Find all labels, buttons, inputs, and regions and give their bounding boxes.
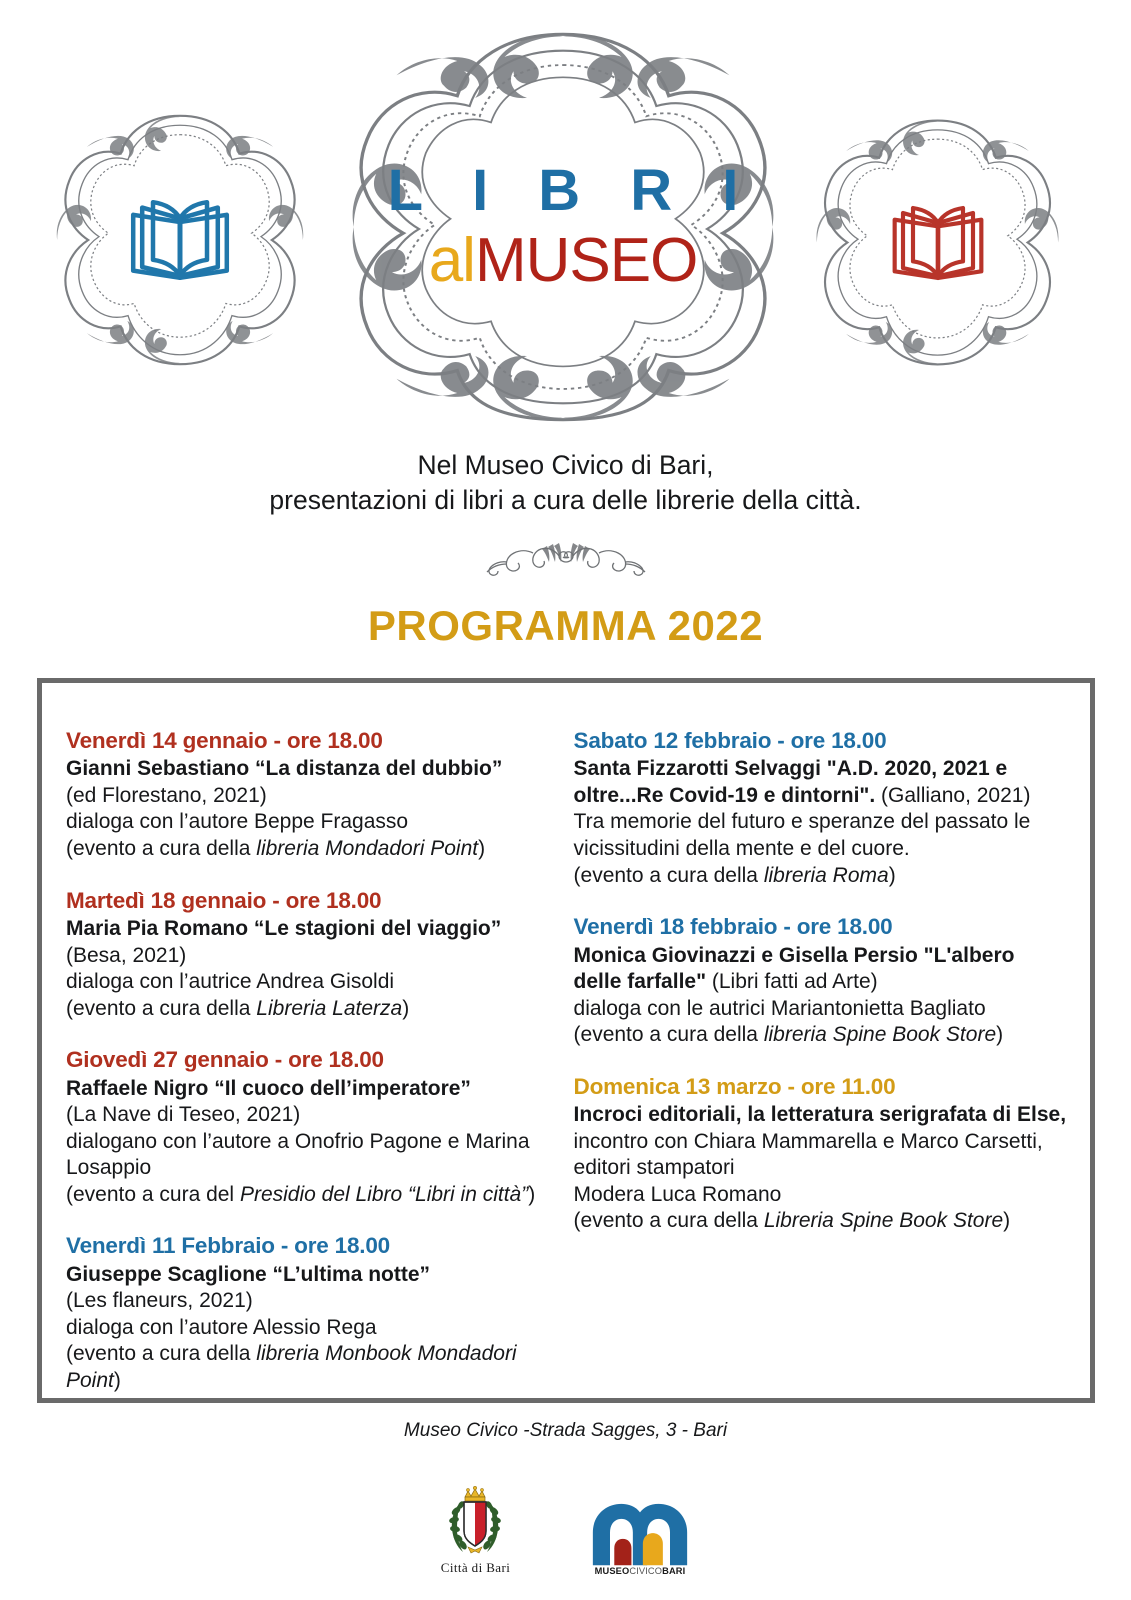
event-title: Incroci editoriali, la letteratura serigrafata di Else, — [573, 1103, 1067, 1127]
bari-crest-icon — [444, 1485, 506, 1557]
event-date: Venerdì 18 febbraio - ore 18.00 — [573, 914, 893, 940]
event-dialogue-name-2: Marco Carsetti — [900, 1129, 1037, 1153]
open-book-icon-blue — [126, 194, 234, 286]
event-organizer-suffix: ) — [996, 1023, 1004, 1047]
event-description: Tra memorie del futuro e speranze del passato le vicissitudini della mente e del cuore. — [573, 810, 1031, 861]
event-title: Gianni Sebastiano “La distanza del dubbio” — [66, 757, 503, 781]
event-date: Martedì 18 gennaio - ore 18.00 — [66, 887, 382, 913]
logo-museo-text: MUSEO — [474, 226, 698, 295]
event-organizer-name: libreria Mondadori Point — [256, 837, 479, 861]
event-publisher: (Libri fatti ad Arte) — [706, 970, 878, 994]
open-book-icon-red — [888, 200, 988, 286]
event-dialogue-tail: , editori stampatori — [573, 1129, 1043, 1180]
subtitle-line-2: presentazioni di libri a cura delle librerie della città. — [269, 484, 862, 515]
event-date: Domenica 13 marzo - ore 11.00 — [573, 1073, 896, 1099]
event-organizer-suffix: ) — [478, 837, 486, 861]
program-box — [37, 678, 1095, 1403]
event-item — [574, 913, 1068, 1049]
citta-di-bari-caption: Città di Bari — [440, 1560, 511, 1575]
subtitle — [0, 448, 1131, 518]
program-columns — [42, 683, 1090, 1395]
event-title: Raffaele Nigro “Il cuoco dell’imperatore” — [66, 1076, 471, 1100]
program-left-column — [66, 727, 556, 1395]
event-publisher: incontro con — [573, 1129, 694, 1153]
event-date: Sabato 12 febbraio - ore 18.00 — [573, 728, 887, 753]
event-organizer-name: libreria Monbook Mondadori Point — [66, 1342, 517, 1392]
event-title: Monica Giovinazzi e Gisella Persio "L'albero delle farfalle" — [573, 943, 1015, 994]
museo-civico-bari-logo — [590, 1496, 690, 1576]
event-dialogue-name: Beppe Fragasso — [253, 810, 409, 834]
event-organizer-prefix: (evento a cura della — [66, 1342, 257, 1366]
event-publisher: (Les flaneurs, 2021) — [66, 1289, 253, 1313]
event-item — [66, 1232, 556, 1394]
event-dialogue-prefix: dialoga con l’autore — [66, 810, 254, 834]
event-item — [574, 1073, 1068, 1235]
logo-libri-text: L I B R I — [387, 158, 756, 223]
event-date: Venerdì 11 Febbraio - ore 18.00 — [66, 1233, 390, 1259]
event-publisher: (Besa, 2021) — [66, 943, 187, 967]
event-item — [66, 727, 556, 863]
event-publisher: (La Nave di Teseo, 2021) — [66, 1103, 301, 1127]
event-dialogue-prefix: dialogano con l’autore a — [66, 1129, 295, 1153]
logo-almuseo-text — [338, 226, 788, 295]
page-title: PROGRAMMA 2022 — [367, 601, 764, 649]
event-organizer-prefix: (evento a cura della — [66, 837, 257, 861]
event-organizer-prefix: (evento a cura del — [66, 1182, 240, 1206]
event-dialogue-name: Chiara Mammarella — [693, 1129, 877, 1153]
svg-text:MUSEOCIVICOBARI: MUSEOCIVICOBARI — [594, 1565, 686, 1576]
event-organizer-suffix: ) — [888, 863, 896, 887]
subtitle-line-1: Nel Museo Civico di Bari, — [417, 450, 714, 480]
right-ornament-frame — [805, 110, 1070, 375]
event-dialogue-name: Andrea Gisoldi — [256, 970, 395, 994]
event-organizer-name: libreria Spine Book Store — [763, 1023, 997, 1047]
event-item — [66, 887, 556, 1023]
header-logo-band — [0, 0, 1131, 430]
left-ornament-frame — [45, 105, 315, 375]
event-title: Maria Pia Romano “Le stagioni del viaggio” — [66, 916, 502, 940]
event-publisher: (Galliano, 2021) — [875, 783, 1031, 807]
event-organizer-prefix: (evento a cura della — [573, 863, 764, 887]
event-title: Giuseppe Scaglione “L’ultima notte” — [66, 1262, 431, 1286]
venue-address: Museo Civico -Strada Sagges, 3 - Bari — [403, 1420, 728, 1441]
event-dialogue-name: Onofrio Pagone — [294, 1129, 442, 1153]
center-ornament-frame — [338, 22, 788, 432]
flourish-divider-icon — [471, 532, 661, 576]
event-organizer-suffix: ) — [1003, 1209, 1011, 1233]
event-dialogue-name-2: Marina Losappio — [66, 1129, 530, 1180]
event-date: Giovedì 27 gennaio - ore 18.00 — [66, 1047, 384, 1073]
event-dialogue-conj: e — [441, 1129, 466, 1153]
program-right-column — [574, 727, 1068, 1395]
event-item — [574, 727, 1068, 889]
event-organizer-suffix: ) — [528, 1182, 536, 1206]
event-dialogue-name: Alessio Rega — [252, 1315, 377, 1339]
museo-civico-bari-icon — [590, 1496, 690, 1576]
event-dialogue-prefix: dialoga con le autrici — [573, 996, 771, 1020]
event-moderator-name: Luca Romano — [650, 1182, 782, 1206]
logo-text — [338, 158, 788, 295]
event-organizer-prefix: (evento a cura della — [573, 1023, 764, 1047]
event-dialogue-name: Mariantonietta Bagliato — [770, 996, 986, 1020]
citta-di-bari-logo — [441, 1485, 510, 1576]
event-organizer-name: libreria Roma — [763, 863, 889, 887]
event-item — [66, 1046, 556, 1208]
event-moderator-prefix: Modera — [573, 1182, 651, 1206]
event-dialogue-conj: e — [877, 1129, 901, 1153]
event-organizer-suffix: ) — [113, 1368, 121, 1392]
event-organizer-prefix: (evento a cura della — [573, 1209, 764, 1233]
event-date: Venerdì 14 gennaio - ore 18.00 — [66, 728, 383, 753]
event-dialogue-prefix: dialoga con l’autore — [66, 1315, 253, 1339]
event-organizer-suffix: ) — [402, 996, 410, 1020]
event-organizer-prefix: (evento a cura della — [66, 996, 257, 1020]
logo-al-text: al — [428, 226, 475, 295]
event-title: Santa Fizzarotti Selvaggi "A.D. 2020, 2021 e oltre...Re Covid-19 e dintorni". — [573, 757, 1008, 807]
event-publisher: (ed Florestano, 2021) — [66, 783, 267, 807]
footer-logos — [0, 1485, 1131, 1576]
event-organizer-name: Libreria Laterza — [256, 996, 403, 1020]
event-dialogue-prefix: dialoga con l’autrice — [66, 970, 257, 994]
event-organizer-name: Presidio del Libro “Libri in città” — [239, 1182, 529, 1206]
event-organizer-name: Libreria Spine Book Store — [763, 1209, 1004, 1233]
